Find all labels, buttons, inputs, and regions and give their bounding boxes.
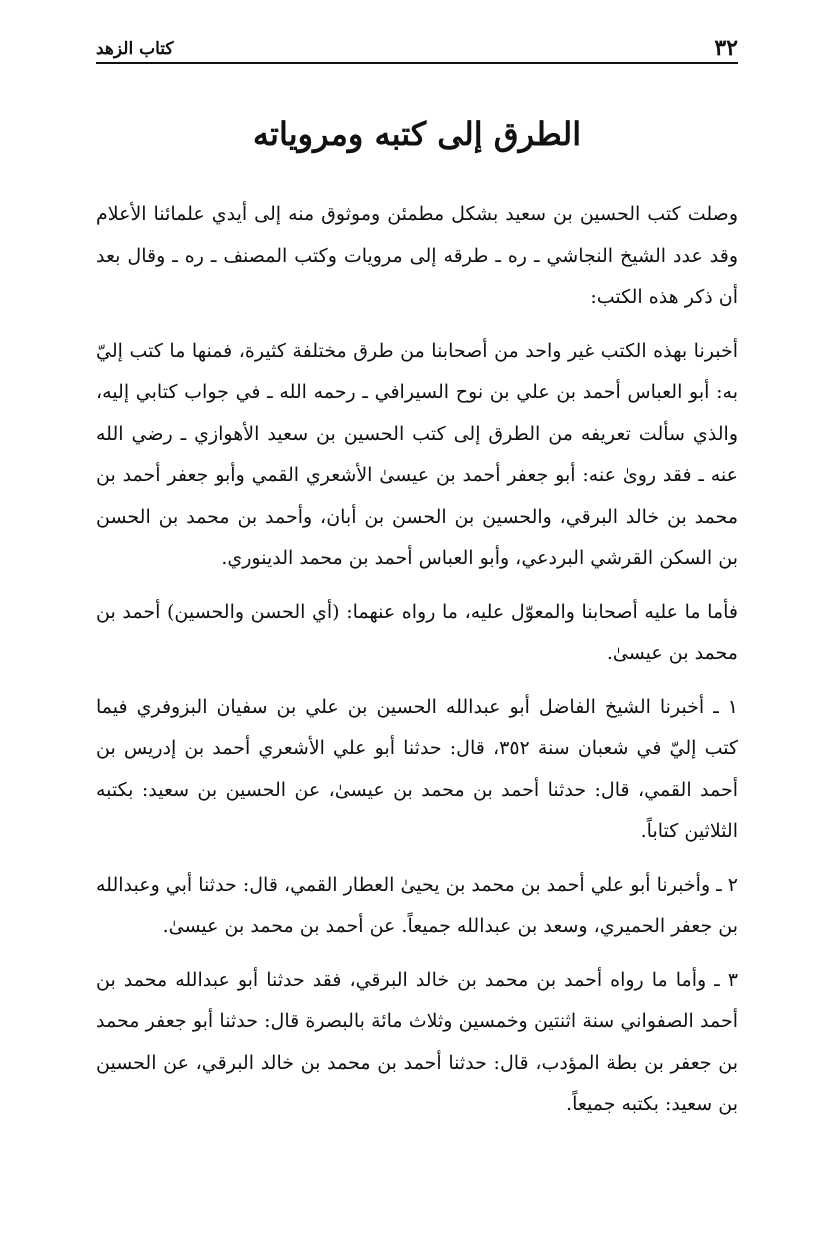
chain-paragraph-3: ٣ ـ وأما ما رواه أحمد بن محمد بن خالد البرقي، فقد حدثنا أبو عبدالله محمد بن أحمد الصفواني سنة اثنتين وخمسين وثلاث مائة بالبصرة قال: حدثنا أبو جعفر محمد بن جعفر بن بطة المؤدب، قال: حدثنا أحمد بن محمد بن خالد البرقي، عن الحسين بن سعيد: بكتبه جميعاً. — [96, 968, 738, 1115]
reliance-paragraph: فأما ما عليه أصحابنا والمعوّل عليه، ما رواه عنهما: (أي الحسن والحسين) أحمد بن محمد بن عيسىٰ. — [96, 600, 738, 664]
book-page — [96, 30, 738, 1126]
intro-paragraph: وصلت كتب الحسين بن سعيد بشكل مطمئن وموثوق منه إلى أيدي علمائنا الأعلام وقد عدد الشيخ النجاشي ـ ره ـ طرقه إلى مرويات وكتب المصنف ـ ره ـ وقال بعد أن ذكر هذه الكتب: — [96, 203, 738, 308]
chain-paragraph-1: ١ ـ أخبرنا الشيخ الفاضل أبو عبدالله الحسين بن علي بن سفيان البزوفري فيما كتب إليّ في شعبان سنة ٣٥٢، قال: حدثنا أبو علي الأشعري أحمد بن إدريس بن أحمد القمي، قال: حدثنا أحمد بن محمد بن عيسىٰ، عن الحسين بن سعيد: بكتبه الثلاثين كتاباً. — [96, 695, 739, 842]
najashi-quote-paragraph: أخبرنا بهذه الكتب غير واحد من أصحابنا من طرق مختلفة كثيرة، فمنها ما كتب إليّ به: أبو العباس أحمد بن علي بن نوح السيرافي ـ رحمه الله ـ في جواب كتابي إليه، والذي سألت تعريفه من الطرق إلى كتب الحسين بن سعيد الأهوازي ـ رضي الله عنه ـ فقد روىٰ عنه: أبو جعفر أحمد بن عيسىٰ الأشعري القمي وأبو جعفر أحمد بن محمد بن خالد البرقي، والحسين بن الحسن بن أبان، وأحمد بن محمد بن الحسن بن السكن القرشي البردعي، وأبو العباس أحمد بن محمد الدينوري. — [96, 339, 738, 569]
page-number: ٣٢ — [714, 35, 738, 61]
running-header — [96, 30, 738, 64]
chain-paragraph-2: ٢ ـ وأخبرنا أبو علي أحمد بن محمد بن يحيىٰ العطار القمي، قال: حدثنا أبي وعبدالله بن جعفر الحميري، وسعد بن عبدالله جميعاً. عن أحمد بن محمد بن عيسىٰ. — [96, 873, 738, 937]
chapter-title: الطرق إلى كتبه ومروياته — [252, 115, 582, 153]
book-title: كتاب الزهد — [96, 39, 174, 59]
